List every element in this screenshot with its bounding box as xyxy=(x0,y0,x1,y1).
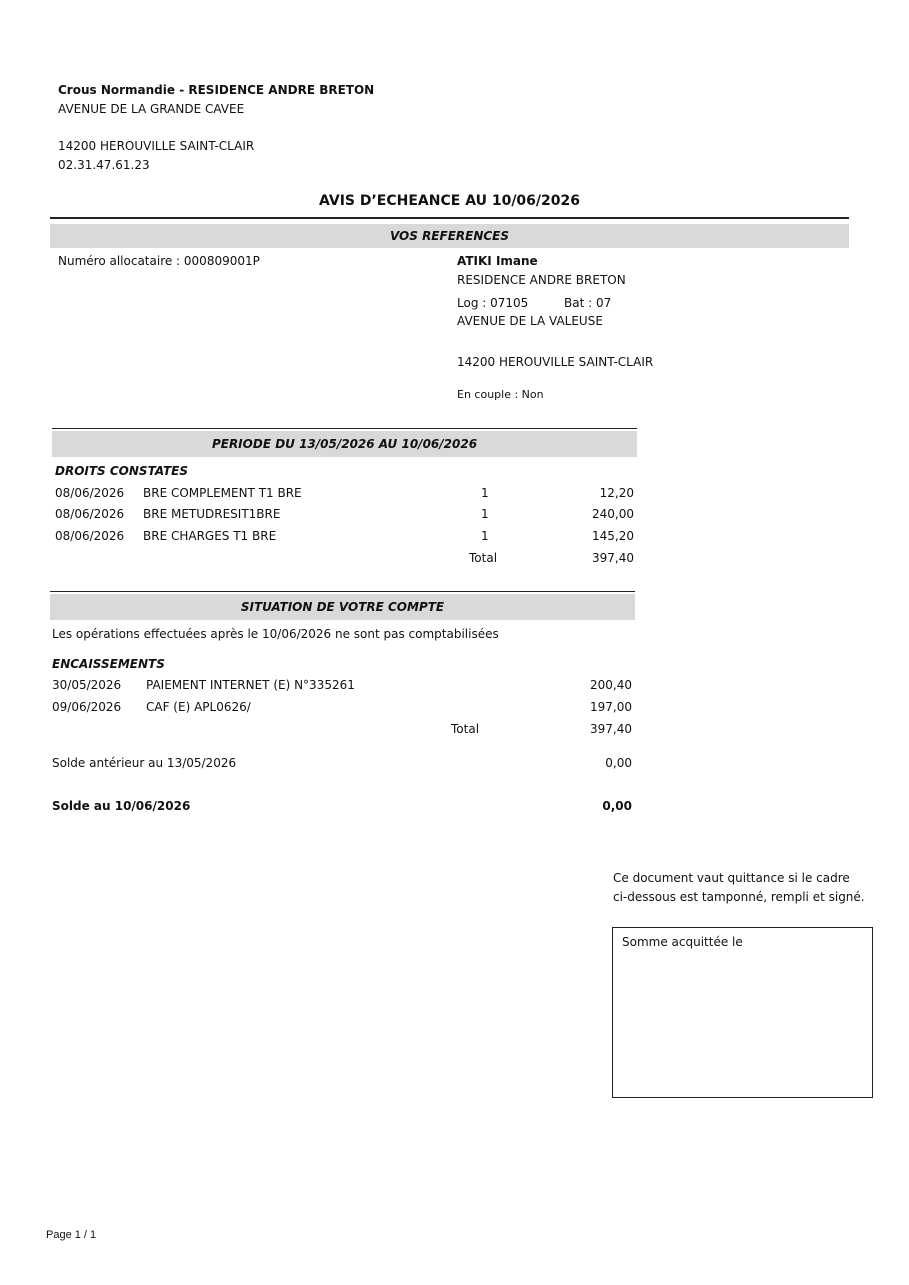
payment-row-date: 09/06/2026 xyxy=(52,700,122,714)
sender-street: AVENUE DE LA GRANDE CAVEE xyxy=(58,102,245,116)
account-note: Les opérations effectuées après le 10/06/2026 ne sont pas comptabilisées xyxy=(52,627,499,641)
tenant-couple-status: En couple : Non xyxy=(457,388,544,401)
payment-row-date: 30/05/2026 xyxy=(52,678,122,692)
period-rule xyxy=(52,428,637,429)
tenant-city: 14200 HEROUVILLE SAINT-CLAIR xyxy=(457,355,654,369)
period-row-qty: 1 xyxy=(481,529,489,543)
sender-city: 14200 HEROUVILLE SAINT-CLAIR xyxy=(58,139,255,153)
receipt-stamp-box xyxy=(612,927,873,1098)
period-row-label: BRE METUDRESIT1BRE xyxy=(143,507,281,521)
droits-constates-label: DROITS CONSTATES xyxy=(55,464,188,478)
payment-row-amount: 197,00 xyxy=(590,700,632,714)
period-row-amount: 240,00 xyxy=(592,507,634,521)
receipt-box-label: Somme acquittée le xyxy=(622,935,743,949)
account-header: SITUATION DE VOTRE COMPTE xyxy=(50,594,635,620)
period-total-label: Total xyxy=(469,551,498,565)
receipt-note-line1: Ce document vaut quittance si le cadre xyxy=(613,871,850,885)
tenant-bat: Bat : 07 xyxy=(564,296,612,310)
period-total-value: 397,40 xyxy=(592,551,634,565)
period-row-date: 08/06/2026 xyxy=(55,507,125,521)
receipt-note-line2: ci-dessous est tamponné, rempli et signé. xyxy=(613,890,865,904)
account-rule xyxy=(50,591,635,592)
period-row-date: 08/06/2026 xyxy=(55,486,125,500)
tenant-street: AVENUE DE LA VALEUSE xyxy=(457,314,603,328)
sender-name: Crous Normandie - RESIDENCE ANDRE BRETON xyxy=(58,83,375,97)
previous-balance-label: Solde antérieur au 13/05/2026 xyxy=(52,756,237,770)
period-row-date: 08/06/2026 xyxy=(55,529,125,543)
tenant-log: Log : 07105 xyxy=(457,296,529,310)
title-rule xyxy=(50,217,849,219)
references-header: VOS REFERENCES xyxy=(50,224,849,248)
period-row-label: BRE CHARGES T1 BRE xyxy=(143,529,277,543)
period-row-qty: 1 xyxy=(481,507,489,521)
page-number: Page 1 / 1 xyxy=(46,1229,97,1241)
encaissements-label: ENCAISSEMENTS xyxy=(52,657,165,671)
tenant-residence: RESIDENCE ANDRE BRETON xyxy=(457,273,626,287)
period-header: PERIODE DU 13/05/2026 AU 10/06/2026 xyxy=(52,431,637,457)
balance-label: Solde au 10/06/2026 xyxy=(52,799,191,813)
payment-row-amount: 200,40 xyxy=(590,678,632,692)
period-row-amount: 12,20 xyxy=(599,486,634,500)
account-total-value: 397,40 xyxy=(590,722,632,736)
sender-phone: 02.31.47.61.23 xyxy=(58,158,150,172)
payment-row-label: PAIEMENT INTERNET (E) N°335261 xyxy=(146,678,355,692)
tenant-name: ATIKI Imane xyxy=(457,254,538,268)
document-title: AVIS D’ECHEANCE AU 10/06/2026 xyxy=(318,193,580,209)
period-row-qty: 1 xyxy=(481,486,489,500)
account-total-label: Total xyxy=(451,722,480,736)
previous-balance-value: 0,00 xyxy=(605,756,632,770)
balance-value: 0,00 xyxy=(602,799,632,813)
payment-row-label: CAF (E) APL0626/ xyxy=(146,700,251,714)
period-row-amount: 145,20 xyxy=(592,529,634,543)
allocataire-number: Numéro allocataire : 000809001P xyxy=(58,254,260,268)
period-row-label: BRE COMPLEMENT T1 BRE xyxy=(143,486,302,500)
